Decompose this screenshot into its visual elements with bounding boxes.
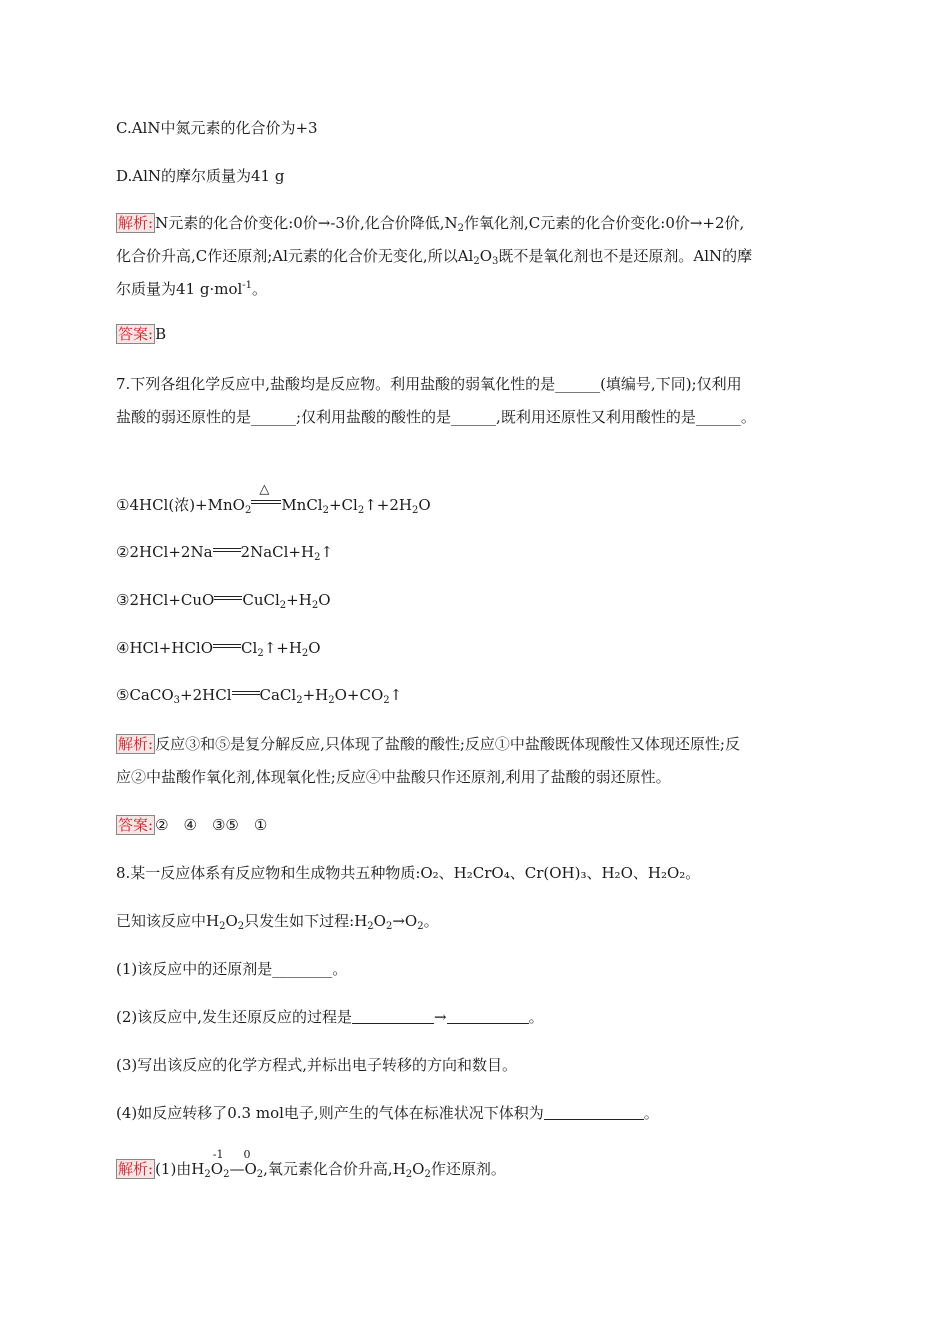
reaction-2: ②2HCl+2Na $2NaCl+H_2↑$ [116,543,334,563]
answer-blank[interactable] [447,1009,529,1024]
reaction-3: ③2HCl+CuO $CuCl_2+H_2O$ [116,591,331,611]
answer-tag: 答案: [118,325,154,343]
reaction-1: ①4HCl(浓)+MnO$_2$ △ $MnCl_2+Cl_2↑+2H_2O$ [116,482,431,516]
answer-tag: 答案: [118,816,154,834]
question-8-line1: 8.某一反应体系有反应物和生成物共五种物质:O₂、H₂CrO₄、Cr(OH)₃、H₂O、H₂O₂。 [116,864,701,882]
question-7-line2: 盐酸的弱还原性的是______;仅利用盐酸的酸性的是______,既利用还原性又利用酸性的是______。 [116,408,756,426]
option-c: C.AlN中氮元素的化合价为+3 [116,119,318,137]
oxidation-state: 0 [243,1148,251,1161]
question-7-line1: 7.下列各组化学反应中,盐酸均是反应物。利用盐酸的弱氧化性的是______(填编号,下同);仅利用 [116,375,742,393]
reaction-5: ⑤CaCO$_3$+2HCl $CaCl_2+H_2O+CO_2↑$ [116,686,403,706]
question-8-part3: (3)写出该反应的化学方程式,并标出电子转移的方向和数目。 [116,1056,518,1074]
solution-7-line1: 解析: 反应③和⑤是复分解反应,只体现了盐酸的酸性;反应①中盐酸既体现酸性又体现还原性;反 [118,735,740,753]
solution-7-line2: 应②中盐酸作氧化剂,体现氧化性;反应④中盐酸只作还原剂,利用了盐酸的弱还原性。 [116,768,671,786]
answer-blank[interactable] [352,1009,434,1024]
question-8-part4: (4)如反应转移了0.3 mol电子,则产生的气体在标准状况下体积为 。 [116,1104,659,1122]
solution-6-line3: 尔质量为41 g·mol$^{-1}$。 [116,280,268,298]
reaction-4: ④HCl+HClO $Cl_2↑+H_2O$ [116,639,321,659]
solution-6-line1: 解析: N元素的化合价变化:0价→-3价,化合价降低$,N_2$作氧化剂,C元素的化合价变化:0价→+2价, [118,214,745,234]
question-8-line2: 已知该反应中$H_2O_2$只发生如下过程$:H_2O_2\to O_2$。 [116,912,439,932]
analysis-tag: 解析: [118,735,154,753]
option-d: D.AlN的摩尔质量为41 g [116,167,285,185]
analysis-tag: 解析: [118,214,154,232]
answer-blank[interactable] [544,1105,644,1120]
oxidation-state: -1 [212,1148,224,1161]
solution-8-line1: 解析: (1)由$H_2$ -1 $O_2$ 0 $—O_2$,氧元素化合价升高$,H_2O_2$作还原剂。 [116,1159,506,1179]
question-8-part2: (2)该反应中,发生还原反应的过程是 → 。 [116,1008,544,1026]
analysis-tag: 解析: [118,1160,154,1178]
answer-6: 答案: B [118,325,167,343]
heating-condition: △ [251,498,281,508]
answer-7: 答案: ② ④ ③⑤ ① [118,816,268,834]
solution-6-line2: 化合价升高,C作还原剂;Al元素的化合价无变化,所以$Al_2O_3$既不是氧化剂也不是还原剂。AlN的摩 [116,247,753,267]
question-8-part1: (1)该反应中的还原剂是________。 [116,960,348,978]
